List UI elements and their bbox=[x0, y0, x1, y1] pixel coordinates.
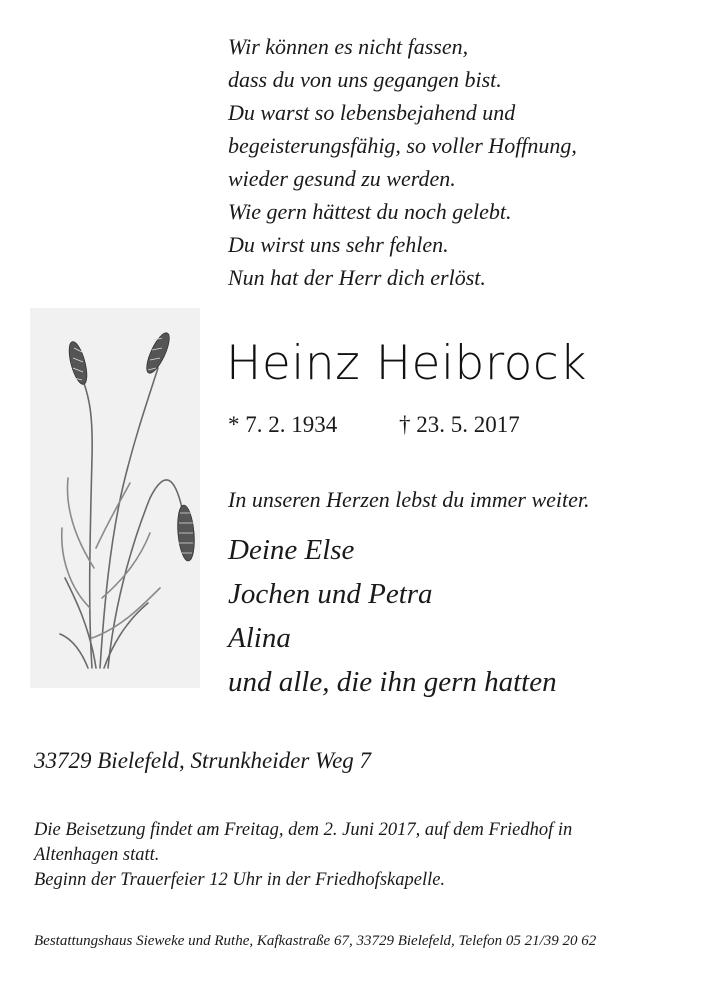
poem-line: wieder gesund zu werden. bbox=[228, 166, 456, 191]
family-member: Deine Else bbox=[228, 534, 355, 566]
family-member: Alina bbox=[228, 622, 291, 654]
poem-line: Wie gern hättest du noch gelebt. bbox=[228, 199, 512, 224]
family-member: und alle, die ihn gern hatten bbox=[228, 666, 557, 698]
funeral-line: Die Beisetzung findet am Freitag, dem 2. Juni 2017, auf dem Friedhof in bbox=[34, 820, 573, 840]
poem-line: Nun hat der Herr dich erlöst. bbox=[228, 265, 486, 290]
undertaker-info: Bestattungshaus Sieweke und Ruthe, Kafkastraße 67, 33729 Bielefeld, Telefon 05 21/39 20 62 bbox=[34, 933, 597, 949]
address: 33729 Bielefeld, Strunkheider Weg 7 bbox=[34, 748, 372, 773]
motto: In unseren Herzen lebst du immer weiter. bbox=[228, 487, 590, 512]
poem bbox=[228, 30, 577, 294]
poem-line: begeisterungsfähig, so voller Hoffnung, bbox=[228, 133, 577, 158]
life-dates bbox=[228, 412, 520, 438]
wheat-icon bbox=[30, 308, 200, 688]
funeral-notice bbox=[34, 818, 674, 893]
poem-line: Du warst so lebensbejahend und bbox=[228, 100, 516, 125]
poem-line: Wir können es nicht fassen, bbox=[228, 34, 469, 59]
funeral-line: Beginn der Trauerfeier 12 Uhr in der Friedhofskapelle. bbox=[34, 870, 446, 890]
family-list bbox=[228, 528, 557, 704]
funeral-line: Altenhagen statt. bbox=[34, 845, 160, 865]
death-date: † 23. 5. 2017 bbox=[399, 412, 520, 437]
birth-date: * 7. 2. 1934 bbox=[228, 412, 338, 437]
deceased-name: Heinz Heibrock bbox=[226, 336, 587, 391]
family-member: Jochen und Petra bbox=[228, 578, 433, 610]
poem-line: Du wirst uns sehr fehlen. bbox=[228, 232, 449, 257]
poem-line: dass du von uns gegangen bist. bbox=[228, 67, 502, 92]
